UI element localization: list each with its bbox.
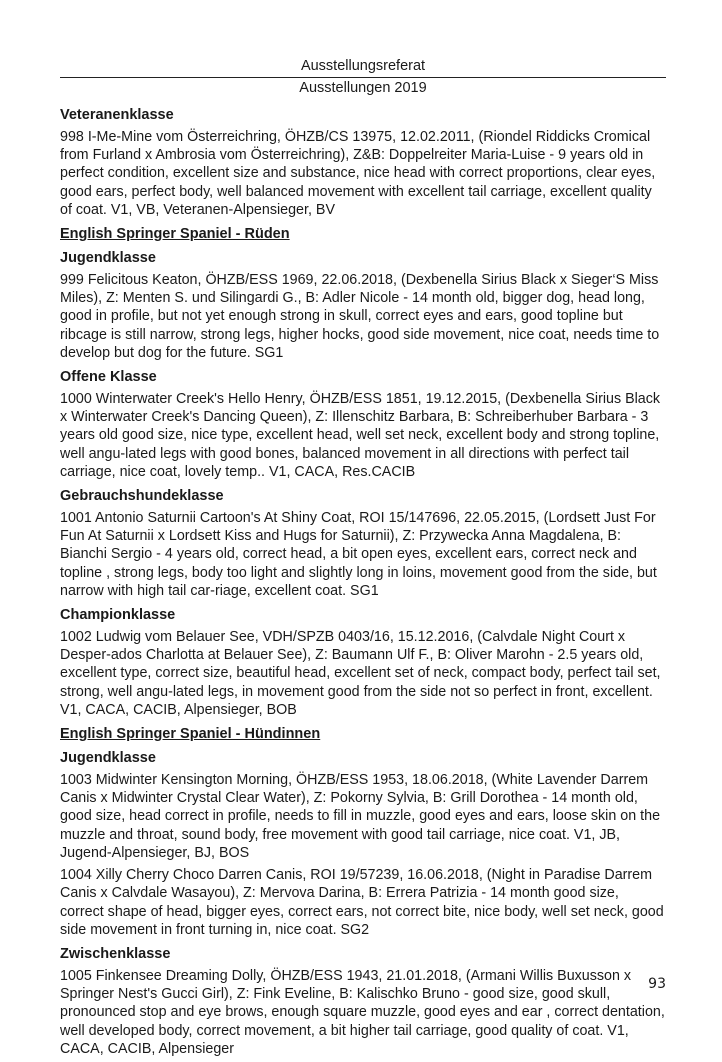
entry-1005: 1005 Finkensee Dreaming Dolly, ÖHZB/ESS 1943, 21.01.2018, (Armani Willis Buxusson x Springer Nest's Gucci Girl), Z: Fink Eveline, B: Kalischko Bruno - good size, good skull, pronounced stop and eye brows, enough square muzzle, good eyes and ear , correct dentation, well developed body, correct movement, a bit higher tail carriage, good quality of coat. V1, CACA, CACIB, Alpensieger	[60, 967, 665, 1057]
entry-1001: 1001 Antonio Saturnii Cartoon's At Shiny Coat, ROI 15/147696, 22.05.2015, (Lordsett Just For Fun At Saturnii x Lordsett Kiss and Hugs for Saturnii), Z: Przywecka Anna Magdalena, B: Bianchi Sergio - 4 years old, correct head, a bit open eyes, excellent ears, correct neck and topline , strong legs, body too light and slightly long in loins, movement good from the side, but narrow with high tail car-riage, excellent coat. SG1	[60, 510, 657, 599]
class-heading-veteranenklasse: Veteranenklasse	[60, 107, 174, 123]
entry-1003: 1003 Midwinter Kensington Morning, ÖHZB/ESS 1953, 18.06.2018, (White Lavender Darrem Canis x Midwinter Crystal Clear Water), Z: Pokorny Sylvia, B: Grill Dorothea - 14 month old, good size, head correct in profile, needs to fill in muzzle, good eyes and ears, loose skin on the muzzle and throat, sound body, free movement with good tail carriage, nice coat. V1, JB, Jugend-Alpensieger, BJ, BOS	[60, 772, 661, 861]
class-heading-gebrauchshundeklasse: Gebrauchshundeklasse	[60, 488, 224, 505]
class-heading-zwischenklasse: Zwischenklasse	[60, 945, 171, 962]
entry-999: 999 Felicitous Keaton, ÖHZB/ESS 1969, 22.06.2018, (Dexbenella Sirius Black x Sieger‘S Miss Miles), Z: Menten S. und Silingardi G., B: Adler Nicole - 14 month old, bigger dog, head long, good in profile, but not yet enough strong in skull, correct eyes and ears, good topline but ribcage is still narrow, strong legs, higher hocks, good side movement, nice coat, needs time to develop but dog for the future. SG1	[60, 272, 660, 361]
breed-heading-rueden: English Springer Spaniel - Rüden	[60, 226, 290, 243]
document-page	[60, 58, 666, 1062]
entry-1004: 1004 Xilly Cherry Choco Darren Canis, ROI 19/57239, 16.06.2018, (Night in Paradise Darrem Canis x Calvdale Wasayou), Z: Mervova Darina, B: Errera Patrizia - 14 month good size, correct shape of head, bigger eyes, correct ears, not correct bite, nice body, well set neck, good side movement in front turning in, nice coat. SG2	[60, 867, 664, 938]
entry-1002: 1002 Ludwig vom Belauer See, VDH/SPZB 0403/16, 15.12.2016, (Calvdale Night Court x Desper-ados Charlotta at Belauer See), Z: Baumann Ulf F., B: Oliver Marohn - 2.5 years old, excellent type, correct size, beautiful head, excellent set of neck, compact body, perfect tail set, strong, well angu-lated legs, in movement good from the side not so perfect in front, excellent. V1, CACA, CACIB, Alpensieger, BOB	[60, 629, 661, 718]
breed-heading-huendinnen: English Springer Spaniel - Hündinnen	[60, 726, 321, 743]
running-header-subtitle: Ausstellungen 2019	[299, 80, 427, 96]
class-heading-jugendklasse-huendinnen: Jugendklasse	[60, 750, 156, 767]
class-heading-offene-klasse: Offene Klasse	[60, 369, 157, 386]
class-heading-jugendklasse: Jugendklasse	[60, 250, 156, 267]
entry-998: 998 I-Me-Mine vom Österreichring, ÖHZB/CS 13975, 12.02.2011, (Riondel Riddicks Cromical from Furland x Ambrosia vom Österreichring), Z&B: Doppelreiter Maria-Luise - 9 years old in perfect condition, excellent size and substance, nice head with correct proportions, clear eyes, good ears, perfect body, well balanced movement with excellent tail carriage, excellent quality of coat. V1, VB, Veteranen-Alpensieger, BV	[60, 129, 656, 218]
header-rule	[60, 77, 666, 78]
running-header-title: Ausstellungsreferat	[300, 58, 426, 74]
page-number: 93	[648, 976, 666, 992]
class-heading-championklasse: Championklasse	[60, 607, 176, 624]
entry-1000: 1000 Winterwater Creek's Hello Henry, ÖHZB/ESS 1851, 19.12.2015, (Dexbenella Sirius Black x Winterwater Creek's Dancing Queen), Z: Illenschitz Barbara, B: Schreiberhuber Barbara - 3 years old good size, nice type, excellent head, well set neck, excellent body and strong topline, well angu-lated legs with good bones, balanced movement in all directions with perfect tail carriage, nice coat, lovely temp.. V1, CACA, Res.CACIB	[60, 391, 661, 480]
